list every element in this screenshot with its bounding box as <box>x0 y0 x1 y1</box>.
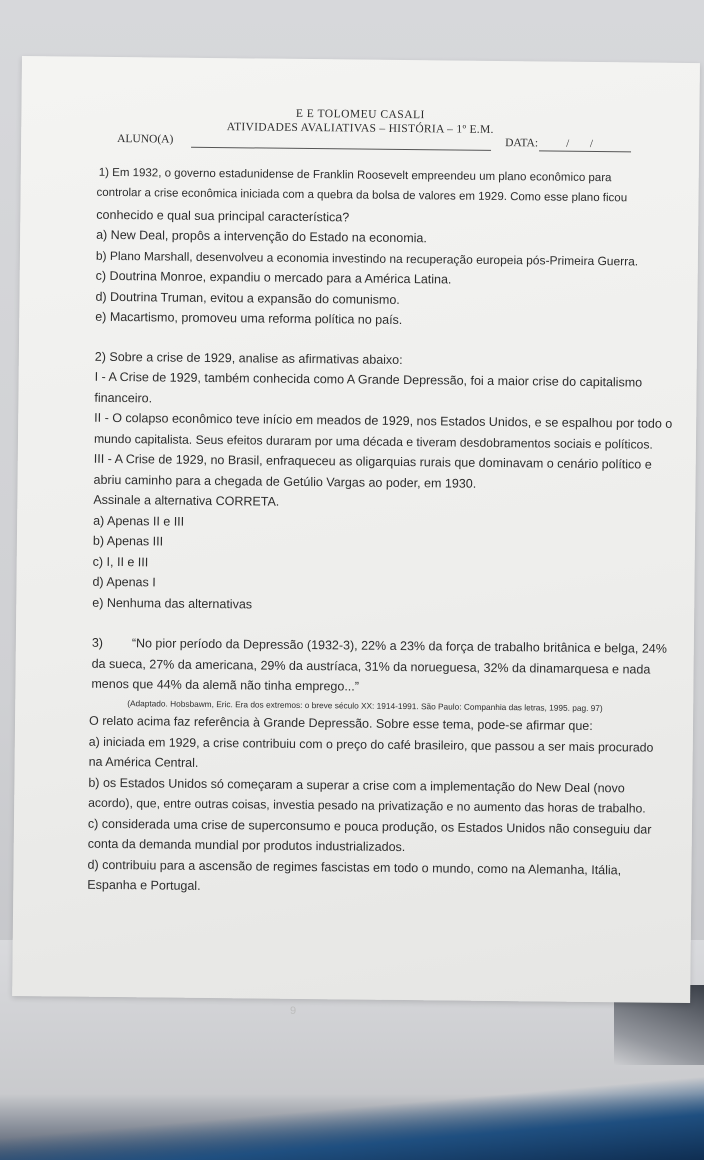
q3-quote: da sueca, 27% da americana, 29% da austríaca, 31% da norueguesa, 32% da dinamarquesa e nada <box>91 656 651 677</box>
q2-statement: abriu caminho para a chegada de Getúlio Vargas ao poder, em 1930. <box>93 472 477 491</box>
q2-statement: III - A Crise de 1929, no Brasil, enfraqueceu as oligarquias rurais que dominavam o cenário político e <box>93 451 652 472</box>
student-name-line <box>191 147 491 151</box>
q2-statement: I - A Crise de 1929, também conhecida como A Grande Depressão, foi a maior crise do capitalismo <box>94 369 643 390</box>
q3-stem: O relato acima faz referência à Grande Depressão. Sobre esse tema, pode-se afirmar que: <box>88 713 593 734</box>
date-label: DATA: <box>505 137 539 150</box>
q3-option-c: c) considerada uma crise de superconsumo e pouca produção, os Estados Unidos não conseguiu dar <box>87 816 652 837</box>
school-name: E E TOLOMEU CASALI <box>295 107 425 122</box>
q3-option-d-cont: Espanha e Portugal. <box>87 877 201 893</box>
q1-option-d: d) Doutrina Truman, evitou a expansão do comunismo. <box>95 289 400 307</box>
q2-statement: II - O colapso econômico teve início em meados de 1929, nos Estados Unidos, e se espalhou por todo o <box>94 410 673 431</box>
q3-number: 3) <box>91 635 104 650</box>
q3-option-a-cont: na América Central. <box>88 754 199 770</box>
bleed-through-number: 9 <box>290 1005 297 1017</box>
q3-quote: menos que 44% da alemã não tinha emprego...” <box>91 676 360 694</box>
blue-edge <box>0 1070 704 1160</box>
worksheet-page <box>12 56 700 1003</box>
student-label: ALUNO(A) <box>117 133 174 146</box>
q3-source: (Adaptado. Hobsbawm, Eric. Era dos extremos: o breve século XX: 1914-1991. São Paulo: Companhia das letras, 1995. pag. 97) <box>127 698 603 714</box>
q1-line: controlar a crise econômica iniciada com a quebra da bolsa de valores em 1929. Como esse plano ficou <box>96 186 628 205</box>
q3-option-d: d) contribuiu para a ascensão de regimes fascistas em todo o mundo, como na Alemanha, Itália, <box>87 857 622 878</box>
q1-line: conhecido e qual sua principal característica? <box>96 207 350 225</box>
q2-option-e: e) Nenhuma das alternativas <box>92 595 253 612</box>
date-separators: / / <box>566 137 594 150</box>
q1-line: 1) Em 1932, o governo estadunidense de Franklin Roosevelt empreendeu um plano econômico para <box>98 166 612 185</box>
q1-option-a: a) New Deal, propôs a intervenção do Estado na economia. <box>96 227 427 246</box>
q2-instruction: Assinale a alternativa CORRETA. <box>93 492 280 509</box>
q3-option-c-cont: conta da demanda mundial por produtos industrializados. <box>87 836 406 855</box>
page-title: ATIVIDADES AVALIATIVAS – HISTÓRIA – 1º E.M. <box>226 121 494 136</box>
q3-option-a: a) iniciada em 1929, a crise contribuiu com o preço do café brasileiro, que passou a ser mais procurado <box>88 734 654 755</box>
q2-option-b: b) Apenas III <box>92 533 164 549</box>
q1-option-b: b) Plano Marshall, desenvolveu a economia investindo na recuperação europeia pós-Primeira Guerra. <box>95 248 639 269</box>
q2-option-a: a) Apenas II e III <box>93 513 185 529</box>
date-line <box>539 150 631 152</box>
q3-quote: “No pior período da Depressão (1932-3), 22% a 23% da força de trabalho britânica e belga, 24% <box>131 636 667 656</box>
q2-option-c: c) I, II e III <box>92 554 149 570</box>
q2-statement: mundo capitalista. Seus efeitos duraram por uma década e tiveram desdobramentos sociais e políticos. <box>93 431 653 452</box>
q3-option-b: b) os Estados Unidos só começaram a superar a crise com a implementação do New Deal (novo <box>88 775 625 796</box>
q2-line: 2) Sobre a crise de 1929, analise as afirmativas abaixo: <box>94 349 403 368</box>
q2-statement: financeiro. <box>94 390 153 406</box>
q1-option-e: e) Macartismo, promoveu uma reforma política no país. <box>95 309 403 327</box>
q2-option-d: d) Apenas I <box>92 574 156 590</box>
q3-option-b-cont: acordo), que, entre outras coisas, investia pesado na privatização e no aumento das horas de trabalho. <box>88 795 646 816</box>
q1-option-c: c) Doutrina Monroe, expandiu o mercado para a América Latina. <box>95 268 452 287</box>
